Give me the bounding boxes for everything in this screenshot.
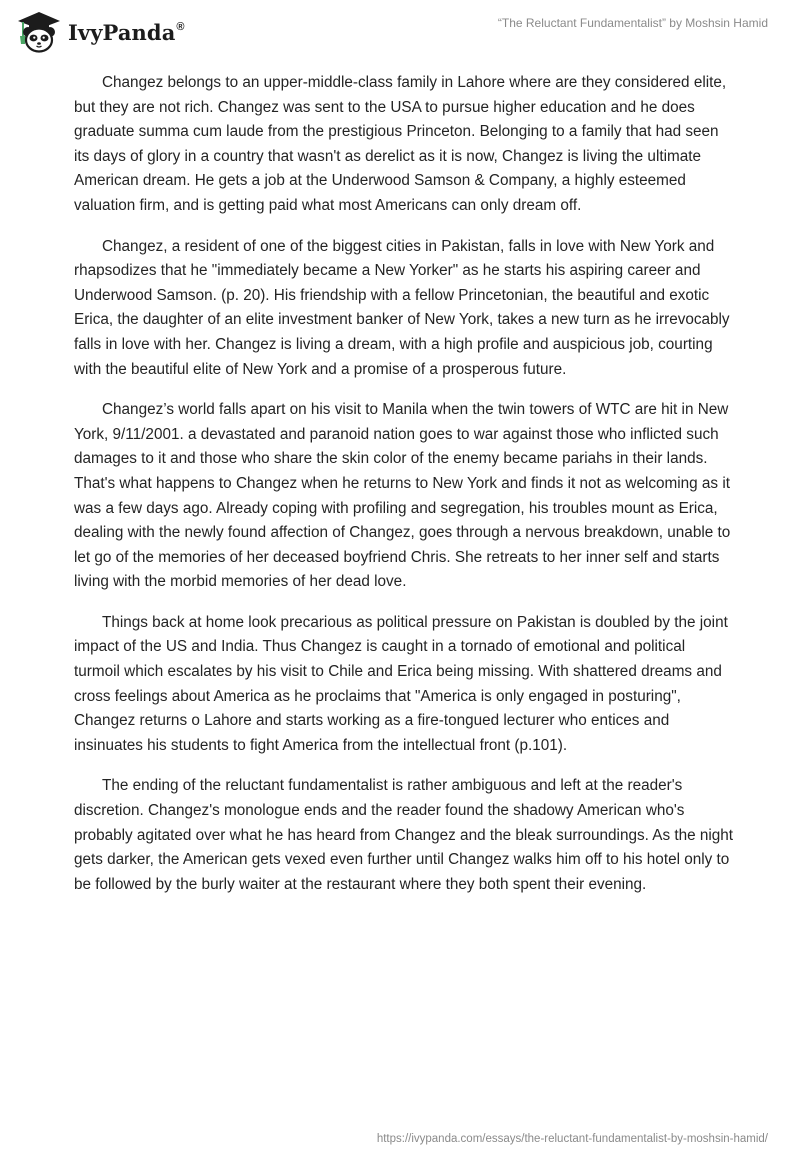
ivypanda-logo[interactable] xyxy=(14,8,185,56)
paragraph-1: Changez belongs to an upper-middle-class family in Lahore where are they considered elite, but they are not rich. Changez was sent to the USA to pursue higher education and he does graduate summa cum laude from the prestigious Princeton. Belonging to a family that had seen its days of glory in a country that wasn't as derelict as it is now, Changez is living the ultimate American dream. He gets a job at the Underwood Samson & Company, a highly esteemed valuation firm, and is getting paid what most Americans can only dream off. xyxy=(74,74,727,214)
logo-wordmark: IvyPanda® xyxy=(68,19,185,45)
essay-body xyxy=(74,71,734,913)
paragraph-2: Changez, a resident of one of the biggest cities in Pakistan, falls in love with New York and rhapsodizes that he "immediately became a New Yorker" as he starts his aspiring career and Underwood Samson. (p. 20). His friendship with a fellow Princetonian, the beautiful and exotic Erica, the daughter of an elite investment banker of New York, takes a new turn as he irrevocably falls in love with her. Changez is living a dream, with a high profile and auspicious job, courting with the beautiful elite of New York and a promise of a prosperous future. xyxy=(74,237,730,378)
registered-mark: ® xyxy=(176,20,185,33)
page-header xyxy=(0,0,800,64)
paragraph-4: Things back at home look precarious as political pressure on Pakistan is doubled by the joint impact of the US and India. Thus Changez is caught in a tornado of emotional and political turmoil which escalates by his visit to Chile and Erica being missing. With shattered dreams and cross feelings about America as he proclaims that "America is only engaged in posturing", Changez returns o Lahore and starts working as a fire-tongued lecturer who entices and insinuates his students to fight America from the intellectual front (p.101). xyxy=(74,613,728,754)
paragraph-5: The ending of the reluctant fundamentalist is rather ambiguous and left at the reader's discretion. Changez's monologue ends and the reader found the shadowy American who's probably agitated over what he has heard from Changez and the bleak surroundings. As the night gets darker, the American gets vexed even further until Changez walks him off to his hotel only to be followed by the burly waiter at the restaurant where they both spent their evening. xyxy=(74,777,734,893)
source-url[interactable]: https://ivypanda.com/essays/the-reluctant-fundamentalist-by-moshsin-hamid/ xyxy=(376,1133,768,1145)
paragraph-3: Changez’s world falls apart on his visit to Manila when the twin towers of WTC are hit in New York, 9/11/2001. a devastated and paranoid nation goes to war against those who inflicted such damages to it and those who share the skin color of the enemy became pariahs in their lands. That's what happens to Changez when he returns to New York and finds it not as welcoming as it was a few days ago. Already coping with profiling and segregation, his troubles mount as Erica, dealing with the newly found affection of Changez, goes through a nervous breakdown, unable to let go of the memories of her deceased boyfriend Chris. She retreats to her inner self and starts living with the morbid memories of her dead love. xyxy=(74,401,731,591)
document-title: “The Reluctant Fundamentalist” by Moshsin Hamid xyxy=(497,16,768,30)
panda-graduate-icon xyxy=(14,8,64,56)
